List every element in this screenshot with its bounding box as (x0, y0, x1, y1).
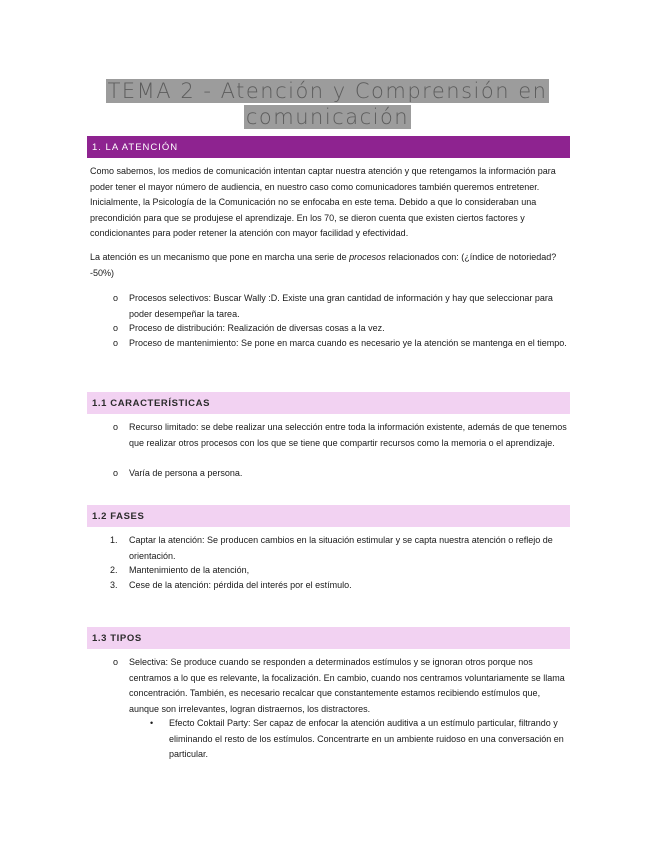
section-heading-la-atencion: 1. LA ATENCIÓN (87, 136, 570, 158)
list-item-recurso-limitado: Recurso limitado: se debe realizar una selección entre toda la información existente, además de que tenemos que realizar otros procesos con los que se tiene que compartir recursos como la memoria o el aprendizaje. (129, 422, 567, 448)
bullet-marker: o (113, 468, 119, 478)
list-item-captar-atencion: Captar la atención: Se producen cambios en la situación estimular y se capta nuestra atención o reflejo de orientación. (129, 535, 553, 561)
list-number: 1. (110, 535, 118, 545)
list-item-proceso-mantenimiento: Proceso de mantenimiento: Se pone en marca cuando es necesario ye la atención se mantenga en el tiempo. (129, 338, 567, 348)
document-title-line-2: comunicación (245, 105, 410, 129)
bullet-marker: o (113, 338, 119, 348)
list-number: 3. (110, 580, 118, 590)
list-item-efecto-coktail-party: Efecto Coktail Party: Ser capaz de enfocar la atención auditiva a un estímulo particular, filtrando y eliminando el resto de los estímulos. Concentrarte en un ambiente ruidoso en una conversación en particular. (169, 718, 564, 760)
bullet-marker: o (113, 657, 119, 667)
bullet-marker: o (113, 323, 119, 333)
list-item-procesos-selectivos: Procesos selectivos: Buscar Wally :D. Existe una gran cantidad de información y hay que seleccionar para poder desempeñar la tarea. (129, 293, 553, 319)
list-item-proceso-distribucion: Proceso de distribución: Realización de diversas cosas a la vez. (129, 323, 385, 333)
sub-bullet-marker: • (150, 718, 154, 728)
list-item-cese-atencion: Cese de la atención: pérdida del interés por el estímulo. (129, 580, 352, 590)
list-item-selectiva: Selectiva: Se produce cuando se responden a determinados estímulos y se ignoran otros porque nos centramos a lo que es relevante, la focalización. En cambio, cuando nos centramos voluntariamente se llama concentración. También, es necesario recalcar que constantemente estamos recibiendo estímulos que, aunque son irrelevantes, logran distraernos, los distractores. (129, 657, 565, 714)
section-heading-fases: 1.2 FASES (87, 505, 570, 527)
list-item-mantenimiento-atencion: Mantenimiento de la atención, (129, 565, 250, 575)
bullet-marker: o (113, 293, 119, 303)
list-item-varia-persona: Varía de persona a persona. (129, 468, 243, 478)
processes-emphasis: procesos (349, 252, 386, 262)
processes-paragraph: La atención es un mecanismo que pone en marcha una serie de procesos relacionados con: (¿índice de notoriedad? -50%) (90, 252, 557, 278)
document-title-line-1: TEMA 2 - Atención y Comprensión en (107, 79, 548, 103)
section-heading-caracteristicas: 1.1 CARACTERÍSTICAS (87, 392, 570, 414)
list-number: 2. (110, 565, 118, 575)
intro-paragraph: Como sabemos, los medios de comunicación intentan captar nuestra atención y que retengamos la información para poder tener el mayor número de audiencia, en nuestro caso como comunicadores también queremos entretener. Inicialmente, la Psicología de la Comunicación no se enfocaba en este tema. Debido a que lo consideraban una precondición para que se produjese el aprendizaje. En los 70, se dieron cuenta que existen ciertos factores y condicionantes para poder retener la atención con mayor facilidad y efectividad. (90, 166, 556, 239)
section-heading-tipos: 1.3 TIPOS (87, 627, 570, 649)
bullet-marker: o (113, 422, 119, 432)
